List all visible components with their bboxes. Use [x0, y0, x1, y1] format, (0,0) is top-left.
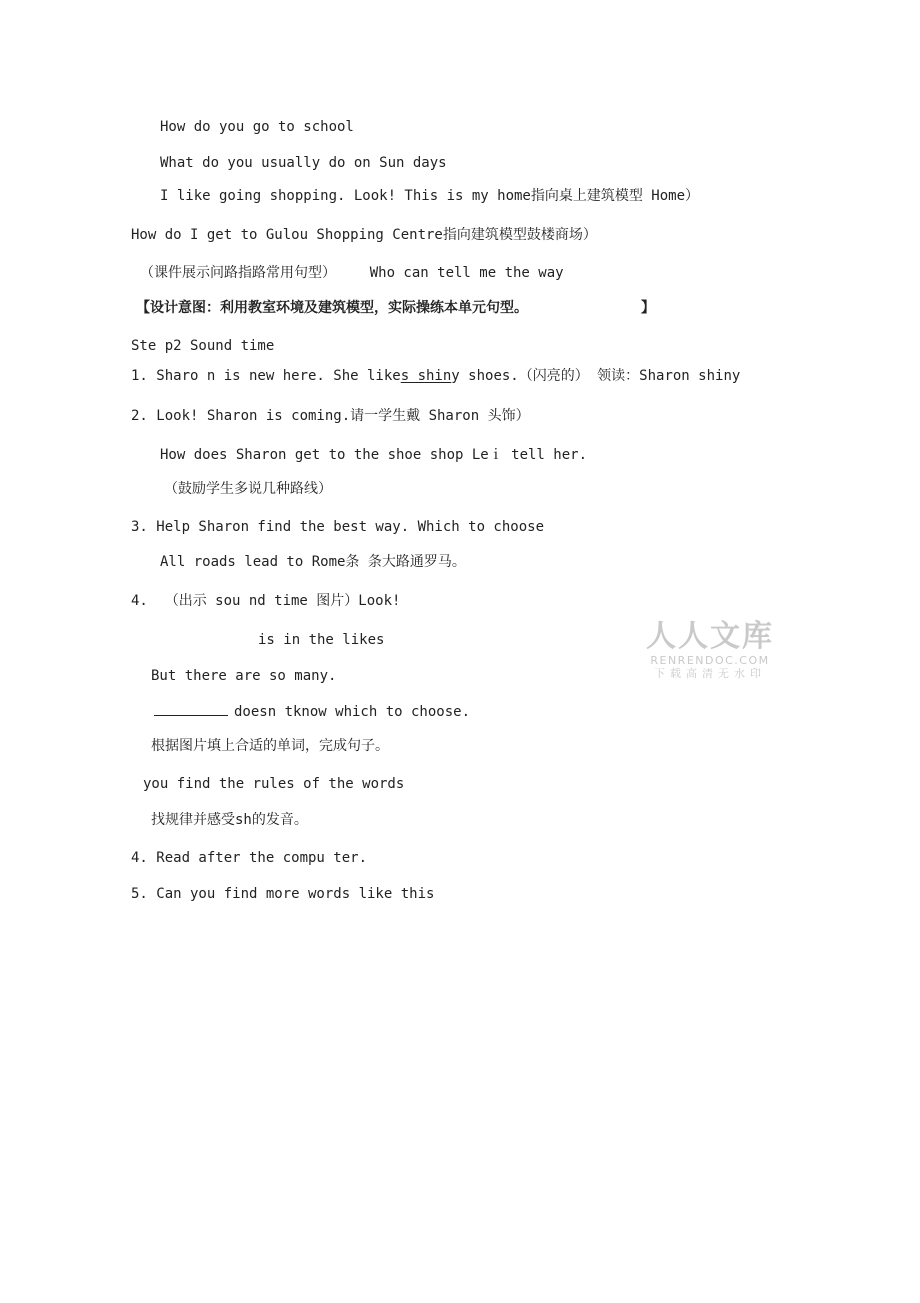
text-line-rome: All roads lead to Rome条 条大路通罗马。	[160, 554, 466, 570]
sharon-new-part-a: 1. Sharo n is new here. She like	[131, 368, 401, 384]
watermark-title: 人人文库	[646, 619, 774, 654]
text-line-sharon-new	[131, 367, 740, 385]
sharon-new-underlined: s shin	[400, 368, 452, 384]
design-intent-open: 【设计意图：利用教室环境及建筑模型，实际操练本单元句型。	[136, 300, 528, 316]
design-intent-close: 】	[641, 300, 655, 316]
watermark-slogan: 下载高清无水印	[654, 667, 766, 680]
text-line-shoe-shop: How does Sharon get to the shoe shop Leｉ tell her.	[160, 447, 588, 463]
text-line-shopping-home: I like going shopping. Look! This is my home指向桌上建筑模型 Home）	[160, 188, 700, 204]
text-line-encourage: （鼓励学生多说几种路线）	[164, 481, 332, 497]
text-line-sound-time: 4. （出示 sou nd time 图片）Look!	[131, 593, 401, 609]
text-line-so-many: But there are so many.	[151, 668, 337, 684]
text-line-go-to-school: How do you go to school	[160, 119, 354, 135]
sharon-new-part-b: y shoes.（闪亮的） 领读：Sharon shiny	[451, 368, 741, 384]
which-choose-text: doesn tknow which to choose.	[234, 704, 471, 720]
fill-blank	[154, 703, 228, 716]
text-line-which-choose	[154, 703, 470, 721]
renrendoc-watermark	[646, 620, 774, 681]
text-line-rules: you find the rules of the words	[143, 776, 405, 792]
text-line-in-the-likes: is in the likes	[258, 632, 385, 648]
step2-heading: Ste p2 Sound time	[131, 338, 275, 354]
text-line-sharon-coming: 2. Look! Sharon is coming.请一学生戴 Sharon 头饰）	[131, 408, 530, 424]
text-line-gulou: How do I get to Gulou Shopping Centre指向建筑模型鼓楼商场）	[131, 227, 597, 243]
watermark-domain: RENRENDOC.COM	[650, 654, 770, 667]
text-line-sh-sound: 找规律并感受sh的发音。	[151, 812, 308, 828]
text-line-fill-words: 根据图片填上合适的单词，完成句子。	[151, 738, 389, 754]
text-line-sun-days: What do you usually do on Sun days	[160, 155, 447, 171]
text-line-who-can-tell: （课件展示问路指路常用句型） Who can tell me the way	[140, 265, 564, 281]
text-line-more-words: 5. Can you find more words like this	[131, 886, 435, 902]
text-line-read-after: 4. Read after the compu ter.	[131, 850, 368, 866]
text-line-best-way: 3. Help Sharon find the best way. Which to choose	[131, 519, 545, 535]
